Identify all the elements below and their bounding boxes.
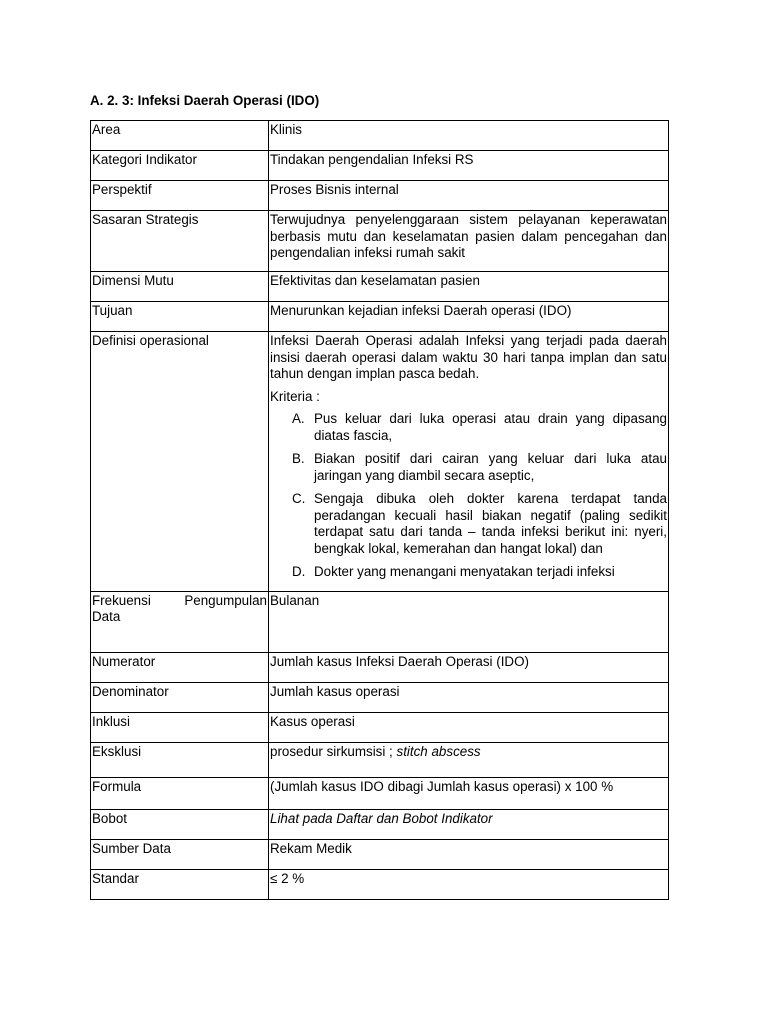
table-row: [91, 272, 669, 302]
definisi-text: Infeksi Daerah Operasi adalah Infeksi yang terjadi pada daerah insisi daerah operasi dalam waktu 30 hari tanpa implan dan satu tahun dengan implan pasca bedah.: [270, 333, 667, 381]
table-row: [91, 777, 669, 809]
table-row: [91, 682, 669, 712]
list-item: [292, 491, 667, 557]
row-value: Jumlah kasus operasi: [269, 682, 669, 712]
row-value: Klinis: [269, 121, 669, 151]
row-value: Jumlah kasus Infeksi Daerah Operasi (IDO): [269, 652, 669, 682]
table-row: [91, 742, 669, 777]
label-line: Frekuensi Pengumpulan: [92, 592, 267, 608]
row-value: Bulanan: [269, 591, 669, 652]
row-value: Rekam Medik: [269, 839, 669, 869]
row-label: Standar: [91, 869, 269, 899]
table-row: [91, 181, 669, 211]
row-label: Dimensi Mutu: [91, 272, 269, 302]
row-value: Terwujudnya penyelenggaraan sistem pelayanan keperawatan berbasis mutu dan keselamatan pasien dalam pencegahan dan pengendalian infeksi rumah sakit: [269, 211, 669, 272]
table-row: [91, 121, 669, 151]
list-item: [292, 451, 667, 484]
table-row: [91, 712, 669, 742]
row-value: ≤ 2 %: [269, 869, 669, 899]
row-value: Lihat pada Daftar dan Bobot Indikator: [269, 809, 669, 839]
row-value: (Jumlah kasus IDO dibagi Jumlah kasus operasi) x 100 %: [269, 777, 669, 809]
row-label: Kategori Indikator: [91, 151, 269, 181]
kriteria-list: [270, 411, 667, 581]
table-row: [91, 652, 669, 682]
row-value-eksklusi: [269, 742, 669, 777]
row-label: Numerator: [91, 652, 269, 682]
kriteria-label: Kriteria :: [270, 388, 320, 404]
row-label: Definisi operasional: [91, 332, 269, 592]
table-row: [91, 332, 669, 592]
list-marker: C.: [292, 491, 306, 506]
row-value-definisi: [269, 332, 669, 592]
table-row: [91, 211, 669, 272]
list-item: [292, 411, 667, 444]
list-marker: A.: [292, 411, 305, 426]
table-row: [91, 302, 669, 332]
table-row: [91, 839, 669, 869]
row-value: Tindakan pengendalian Infeksi RS: [269, 151, 669, 181]
row-label: Sasaran Strategis: [91, 211, 269, 272]
indicator-table: [90, 120, 669, 900]
row-label: Inklusi: [91, 712, 269, 742]
table-row: [91, 591, 669, 652]
row-label: Tujuan: [91, 302, 269, 332]
list-marker: D.: [292, 564, 306, 579]
row-value: Efektivitas dan keselamatan pasien: [269, 272, 669, 302]
row-label-frekuensi: [91, 591, 269, 652]
label-line: Data: [92, 609, 121, 624]
row-label: Perspektif: [91, 181, 269, 211]
list-item-text: Dokter yang menangani menyatakan terjadi infeksi: [314, 564, 615, 579]
row-label: Eksklusi: [91, 742, 269, 777]
document-title: A. 2. 3: Infeksi Daerah Operasi (IDO): [90, 93, 320, 108]
value-italic: stitch abscess: [396, 743, 481, 759]
list-item-text: Pus keluar dari luka operasi atau drain yang dipasang diatas fascia,: [314, 411, 667, 443]
row-value: Kasus operasi: [269, 712, 669, 742]
table-row: [91, 151, 669, 181]
row-label: Area: [91, 121, 269, 151]
value-plain: prosedur sirkumsisi ;: [270, 743, 397, 759]
table-row: [91, 809, 669, 839]
table-row: [91, 869, 669, 899]
row-label: Sumber Data: [91, 839, 269, 869]
row-label: Denominator: [91, 682, 269, 712]
list-item: [292, 564, 667, 581]
row-label: Bobot: [91, 809, 269, 839]
row-value: Proses Bisnis internal: [269, 181, 669, 211]
row-value: Menurunkan kejadian infeksi Daerah operasi (IDO): [269, 302, 669, 332]
list-item-text: Sengaja dibuka oleh dokter karena terdapat tanda peradangan kecuali hasil biakan negatif (paling sedikit terdapat satu dari tanda – tanda infeksi berikut ini: nyeri, bengkak lokal, kemerahan dan hangat lokal) dan: [314, 491, 667, 556]
list-item-text: Biakan positif dari cairan yang keluar dari luka atau jaringan yang diambil secara aseptic,: [314, 451, 667, 483]
list-marker: B.: [292, 451, 305, 466]
row-label: Formula: [91, 777, 269, 809]
